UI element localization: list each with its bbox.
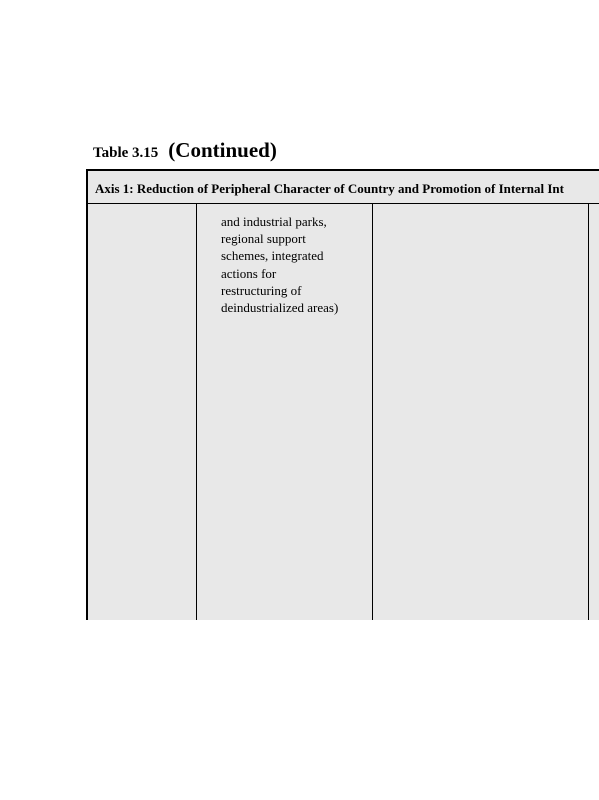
cell-line: actions for [221, 265, 277, 281]
column-divider-1 [196, 204, 197, 620]
table-cell-text [221, 213, 338, 316]
table-continued-label: (Continued) [168, 138, 277, 162]
column-divider-2 [372, 204, 373, 620]
column-divider-3 [588, 204, 589, 620]
cell-line: deindustrialized areas) [221, 300, 339, 316]
table-caption [93, 138, 277, 163]
table-header-title: Axis 1: Reduction of Peripheral Character of Country and Promotion of Internal Int [95, 181, 564, 196]
table-header-row [88, 171, 599, 204]
cell-line: restructuring of [221, 282, 302, 298]
table-number: Table 3.15 [93, 145, 159, 161]
cell-line: and industrial parks, [221, 214, 327, 229]
cell-line: schemes, integrated [221, 248, 324, 264]
cell-line: regional support [221, 231, 306, 247]
data-table [86, 169, 599, 620]
